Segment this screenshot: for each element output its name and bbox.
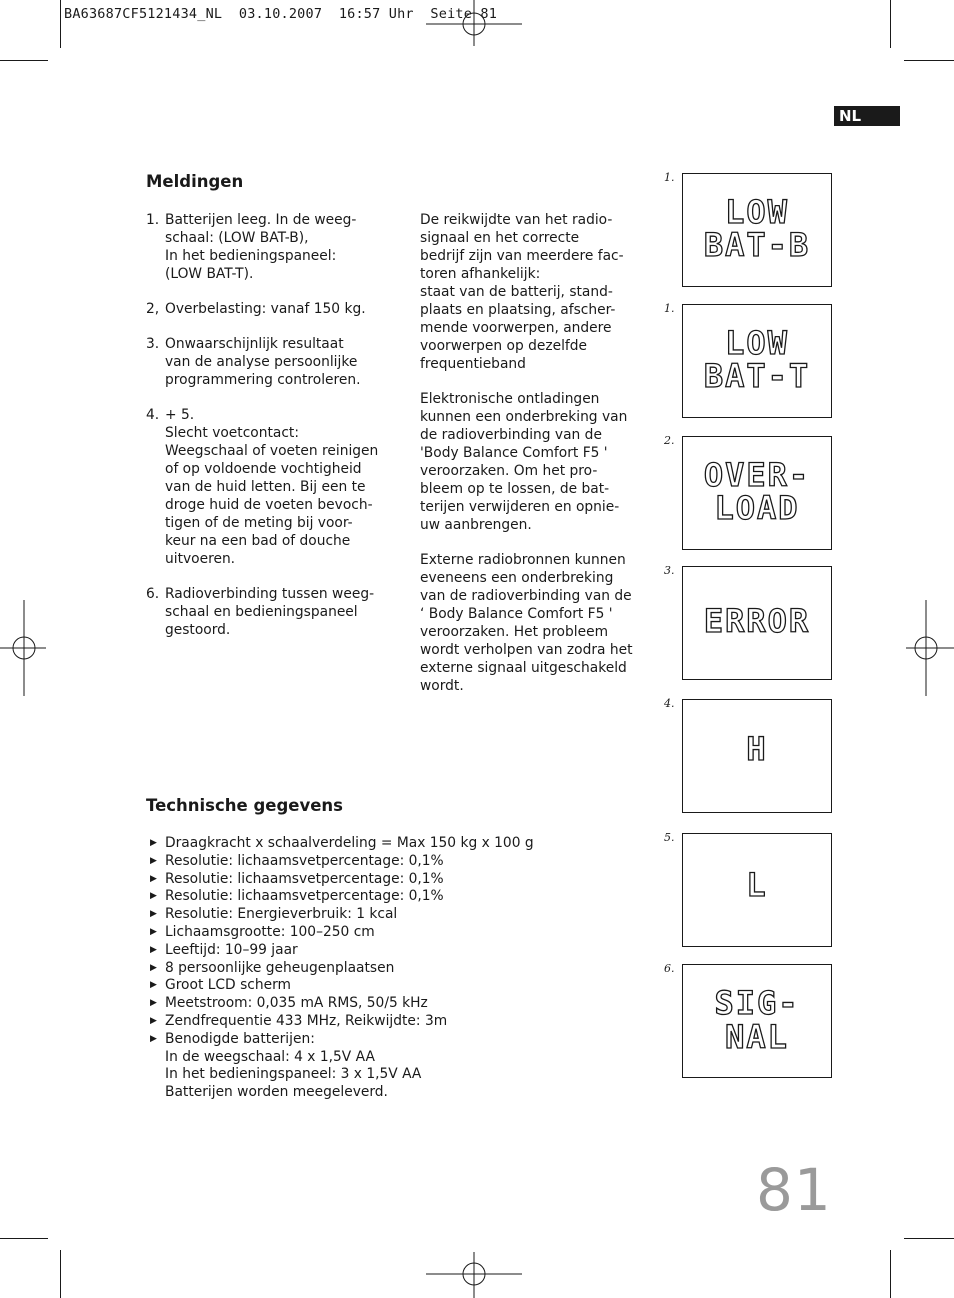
lcd-line: OVER- [703,456,811,494]
spec-item [148,853,534,871]
display-label: 5. [664,831,675,844]
spec-item [148,924,534,942]
lcd-line: ERROR [703,602,811,640]
display-label: 1. [664,302,675,315]
lcd-line: BAT-T [703,357,811,395]
page-number: 81 [756,1156,832,1224]
display-label: 6. [664,962,675,975]
spec-list [148,835,534,1102]
bullet-arrow-icon: ▶ [150,980,157,991]
spec-item [148,835,534,853]
lcd-line: NAL [725,1018,789,1056]
item-number: 3. [146,336,160,352]
lcd-display [682,833,832,947]
crop-mark [904,60,954,61]
bullet-arrow-icon: ▶ [150,855,157,866]
registration-mark-bottom [426,1250,524,1298]
spec-text: 8 persoonlijke geheugenplaatsen [165,959,395,976]
item-number: 2, [146,301,160,317]
spec-item [148,960,534,978]
crop-mark [0,60,48,61]
crop-mark [904,1238,954,1239]
bullet-arrow-icon: ▶ [150,1033,157,1044]
item-text: Radioverbinding tussen weeg- schaal en bedieningspaneel gestoord. [165,586,375,638]
list-item [146,335,396,389]
registration-mark-left [0,600,48,698]
spec-text: Resolutie: lichaamsvetpercentage: 0,1% [165,870,444,887]
paragraph: Externe radiobronnen kunnen eveneens een onderbreking van de radioverbinding van de ‘ Body Balance Comfort F5 ' veroorzaken. Het probleem wordt verholpen van zodra het externe signaal uitgeschakeld wordt. [420,552,633,694]
list-item [146,300,396,318]
display-label: 3. [664,564,675,577]
lcd-line: BAT-B [703,226,811,264]
paragraph: Elektronische ontladingen kunnen een onderbreking van de radioverbinding van de 'Body Balance Comfort F5 ' veroorzaken. Om het pro- bleem op te lossen, de bat- terijen verwijderen en opnie- uw aanbrengen. [420,391,628,533]
bullet-arrow-icon: ▶ [150,838,157,848]
lcd-display [682,964,832,1078]
crop-mark [60,0,61,48]
section-heading-technische-gegevens: Technische gegevens [146,796,343,815]
bullet-arrow-icon: ▶ [150,944,157,955]
spec-item [148,1031,534,1102]
bullet-arrow-icon: ▶ [150,891,157,902]
spec-item [148,942,534,960]
list-item [146,211,396,283]
list-item [146,406,396,568]
spec-text: Benodigde batterijen: In de weegschaal: 4 x 1,5V AA In het bedieningspaneel: 3 x 1,5V AA Batterijen worden meegeleverd. [165,1030,422,1101]
spec-item [148,995,534,1013]
spec-text: Resolutie: lichaamsvetpercentage: 0,1% [165,888,444,905]
bullet-arrow-icon: ▶ [150,1015,157,1026]
display-label: 2. [664,434,675,447]
item-text: + 5. Slecht voetcontact: Weegschaal of voeten reinigen of op voldoende vochtigheid van de huid letten. Bij een te droge huid de voeten bevoch- tigen of de meting bij voor- keur na een bad of douche uitvoeren. [165,407,379,567]
bullet-arrow-icon: ▶ [150,926,157,937]
language-tab: NL [834,106,900,126]
lcd-display [682,699,832,813]
lcd-line: LOW [725,324,789,362]
spec-item [148,977,534,995]
spec-item [148,871,534,889]
spec-item [148,888,534,906]
display-label: 4. [664,697,675,710]
display-label: 1. [664,171,675,184]
spec-text: Groot LCD scherm [165,977,291,994]
lcd-line: H [746,730,768,768]
lcd-display [682,566,832,680]
lcd-display [682,304,832,418]
lcd-line: SIG- [714,984,800,1022]
lcd-line: LOW [725,193,789,231]
item-text: Onwaarschijnlijk resultaat van de analyse persoonlijke programmering controleren. [165,336,361,388]
bullet-arrow-icon: ▶ [150,998,157,1009]
crop-mark [890,0,891,48]
spec-text: Lichaamsgrootte: 100–250 cm [165,923,375,940]
list-item [146,585,396,639]
spec-item [148,1013,534,1031]
item-text: Overbelasting: vanaf 150 kg. [165,301,366,317]
section-heading-meldingen: Meldingen [146,172,244,191]
bullet-arrow-icon: ▶ [150,909,157,920]
spec-text: Leeftijd: 10–99 jaar [165,941,298,958]
item-number: 6. [146,586,160,602]
bullet-arrow-icon: ▶ [150,962,157,973]
lcd-line: L [746,866,768,904]
crop-mark [60,1250,61,1298]
item-number: 4. [146,407,160,423]
item-number: 1. [146,212,160,228]
paragraph: De reikwijdte van het radio- signaal en het correcte bedrijf zijn van meerdere fac- toren afhankelijk: staat van de batterij, stand- plaats en plaatsing, afscher- mende voorwerpen, andere voorwerpen op dezelfde frequentieband [420,212,624,372]
crop-mark [0,1238,48,1239]
spec-item [148,906,534,924]
registration-mark-right [904,600,954,698]
spec-text: Zendfrequentie 433 MHz, Reikwijdte: 3m [165,1012,448,1029]
spec-text: Meetstroom: 0,035 mA RMS, 50/5 kHz [165,995,428,1012]
lcd-line: LOAD [714,489,800,527]
lcd-display [682,436,832,550]
print-header: BA63687CF5121434_NL 03.10.2007 16:57 Uhr Seite 81 [64,6,498,22]
bullet-arrow-icon: ▶ [150,873,157,884]
crop-mark [890,1250,891,1298]
spec-text: Draagkracht x schaalverdeling = Max 150 kg x 100 g [165,835,534,851]
meldingen-right-column [420,211,650,712]
spec-text: Resolutie: Energieverbruik: 1 kcal [165,906,398,923]
spec-text: Resolutie: lichaamsvetpercentage: 0,1% [165,852,444,869]
item-text: Batterijen leeg. In de weeg- schaal: (LOW BAT-B), In het bedieningspaneel: (LOW BAT-T). [165,212,357,282]
meldingen-list [146,211,396,656]
lcd-display [682,173,832,287]
